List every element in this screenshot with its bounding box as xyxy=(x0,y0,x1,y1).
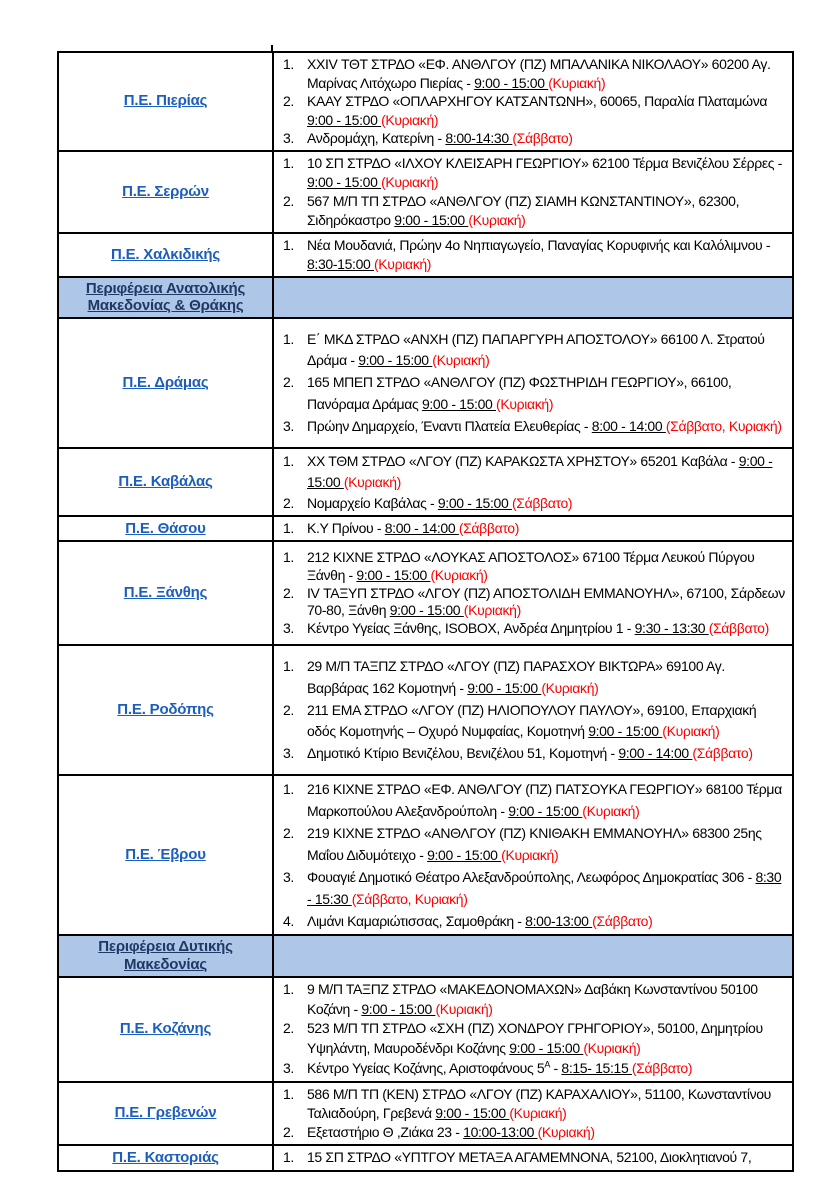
item-number: 2. xyxy=(283,374,294,391)
site-text-segment: Νομαρχείο Καβάλας - xyxy=(307,494,438,511)
site-text-segment: - xyxy=(549,1060,562,1077)
sites-list xyxy=(274,1083,792,1144)
site-item xyxy=(283,1148,790,1167)
site-text-segment: IV ΤΑΞΥΠ ΣΤΡΔΟ «ΛΓΟΥ (ΠΖ) ΑΠΟΣΤΟΛΙΔΗ ΕΜΜΑΝΟΥΗΛ», 67100, Σάρδεων 70-80, Ξάνθη xyxy=(307,584,785,619)
site-item xyxy=(283,1019,790,1059)
region-cell xyxy=(58,516,273,541)
site-text-segment: Ε΄ ΜΚΔ ΣΤΡΔΟ «ΑΝΧΗ (ΠΖ) ΠΑΠΑΡΓΥΡΗ ΑΠΟΣΤΟΛΟΥ» 66100 Λ. Στρατού Δράμα - xyxy=(307,330,765,369)
region-cell xyxy=(58,318,273,448)
table-row xyxy=(58,1082,793,1145)
time-range: 9:00 - 15:00 xyxy=(427,847,502,864)
site-item xyxy=(283,416,790,438)
site-text-segment: 219 ΚΙΧΝΕ ΣΤΡΔΟ «ΑΝΘΛΓΟΥ (ΠΖ) ΚΝΙΘΑΚΗ ΕΜΜΑΝΟΥΗΛ» 68300 25ης Μαΐου Διδυμότειχο - xyxy=(307,825,762,864)
day-label: (Σάββατο, Κυριακή) xyxy=(665,417,782,434)
item-number: 2. xyxy=(283,1020,294,1037)
day-label: (Κυριακή) xyxy=(430,567,488,583)
site-text-segment: 212 ΚΙΧΝΕ ΣΤΡΔΟ «ΛΟΥΚΑΣ ΑΠΟΣΤΟΛΟΣ» 67100 Τέρμα Λευκού Πύργου Ξάνθη - xyxy=(307,549,755,583)
time-range: 9:00 - 15:00 xyxy=(421,395,497,412)
site-text-segment: 15 ΣΠ ΣΤΡΔΟ «ΥΠΤΓΟΥ ΜΕΤΑΞΑ ΑΓΑΜΕΜΝΟΝΑ, 52100, Διοκλητιανού 7, xyxy=(307,1149,752,1166)
time-range: 9:00 - 15:00 xyxy=(307,173,382,190)
region-cell xyxy=(58,448,273,516)
sites-cell xyxy=(273,1145,793,1171)
site-text-segment: Κέντρο Υγείας Ξάνθης, ISOBOX, Ανδρέα Δημητρίου 1 - xyxy=(307,619,635,636)
site-text xyxy=(307,866,790,910)
region-cell xyxy=(58,977,273,1082)
day-label: (Κυριακή) xyxy=(343,473,401,490)
site-text xyxy=(307,154,790,192)
time-range: 8:15- 15:15 xyxy=(561,1060,632,1077)
site-text xyxy=(307,129,790,148)
sites-cell xyxy=(273,541,793,645)
site-item xyxy=(283,236,790,274)
site-text xyxy=(307,519,790,538)
day-label: (Σάββατο) xyxy=(692,744,753,761)
time-range: 9:00 - 15:00 xyxy=(474,74,549,91)
day-label: (Κυριακή) xyxy=(537,1123,595,1140)
sites-list xyxy=(274,449,792,515)
site-text xyxy=(307,822,790,866)
time-range: 9:00 - 15:00 xyxy=(467,680,542,696)
site-text xyxy=(307,1085,790,1123)
sites-list xyxy=(274,776,792,934)
item-number: 2. xyxy=(283,1123,294,1140)
day-label: (Κυριακή) xyxy=(468,211,526,228)
site-text-segment: 29 Μ/Π ΤΑΞΠΖ ΣΤΡΔΟ «ΛΓΟΥ (ΠΖ) ΠΑΡΑΣΧΟΥ ΒΙΚΤΩΡΑ» 69100 Αγ. Βαρβάρας 162 Κομοτηνή - xyxy=(307,658,725,696)
item-number: 1. xyxy=(283,56,294,72)
region-link[interactable]: Π.Ε. Κοζάνης xyxy=(119,1020,212,1038)
site-text-segment: XXIV ΤΘΤ ΣΤΡΔΟ «ΕΦ. ΑΝΘΛΓΟΥ (ΠΖ) ΜΠΑΛΑΝΙΚΑ ΝΙΚΟΛΑΟΥ» 60200 Αγ. Μαρίνας Λιτόχωρο Πιερίας - xyxy=(307,56,771,91)
site-text-segment: 211 ΕΜΑ ΣΤΡΔΟ «ΛΓΟΥ (ΠΖ) ΗΛΙΟΠΟΥΛΟΥ ΠΑΥΛΟΥ», 69100, Επαρχιακή οδός Κομοτηνής – Οχυρό Νυμφαίας, Κομοτηνή xyxy=(307,701,757,740)
day-label: (Κυριακή) xyxy=(496,395,554,412)
day-label: (Κυριακή) xyxy=(582,803,640,820)
sites-list xyxy=(274,234,792,276)
time-range: 9:00 - 15:00 xyxy=(509,1040,584,1057)
site-text xyxy=(307,656,790,699)
region-link[interactable]: Π.Ε. Χαλκιδικής xyxy=(110,245,221,263)
section-empty-cell xyxy=(273,935,793,977)
table-row xyxy=(58,318,793,448)
site-text-segment: 586 Μ/Π ΤΠ (ΚΕΝ) ΣΤΡΔΟ «ΛΓΟΥ (ΠΖ) ΚΑΡΑΧΑΛΙΟΥ», 51100, Κωνσταντίνου Ταλιαδούρη, Γρεβενά xyxy=(307,1085,771,1121)
site-item xyxy=(283,700,790,743)
sites-list xyxy=(274,53,792,150)
time-range: 9:00 - 15:00 xyxy=(588,723,663,740)
time-range: 8:30-15:00 xyxy=(307,255,374,272)
day-label: (Κυριακή) xyxy=(381,111,439,128)
site-item xyxy=(283,493,790,514)
item-number: 2. xyxy=(283,584,294,601)
table-row xyxy=(58,977,793,1082)
site-item xyxy=(283,656,790,699)
section-empty-cell xyxy=(273,277,793,319)
item-number: 1. xyxy=(283,453,294,469)
time-range: 9:00 - 15:00 xyxy=(435,1104,510,1121)
site-text xyxy=(307,372,790,416)
site-item xyxy=(283,1123,790,1142)
item-number: 1. xyxy=(283,330,294,347)
day-label: (Κυριακή) xyxy=(509,1104,567,1121)
site-text xyxy=(307,451,790,493)
site-text xyxy=(307,700,790,743)
sites-cell xyxy=(273,1082,793,1145)
item-number: 1. xyxy=(283,520,294,537)
table-row xyxy=(58,1145,793,1171)
site-item xyxy=(283,866,790,910)
site-text xyxy=(307,55,790,92)
site-text-segment: Νέα Μουδανιά, Πρώην 4ο Νηπιαγωγείο, Παναγίας Κορυφινής και Καλόλιμνου - xyxy=(307,236,771,253)
site-text xyxy=(307,1123,790,1142)
site-text-segment: Λιμάνι Καμαριώτισσας, Σαμοθράκη - xyxy=(307,913,526,930)
table-row xyxy=(58,541,793,645)
day-label: (Κυριακή) xyxy=(541,680,599,696)
time-range: 8:30 - 15:30 xyxy=(307,869,782,908)
site-text xyxy=(307,980,790,1020)
time-range: 9:00 - 15:00 xyxy=(358,352,433,369)
time-range: 9:00 - 14:00 xyxy=(618,744,693,761)
table-row xyxy=(58,233,793,277)
region-link[interactable]: Π.Ε. Ξάνθης xyxy=(123,584,208,602)
sites-cell xyxy=(273,52,793,151)
site-text xyxy=(307,743,790,765)
site-text xyxy=(307,1059,790,1079)
site-text xyxy=(307,416,790,438)
section-row xyxy=(58,277,793,319)
time-range: 9:30 - 13:30 xyxy=(634,619,709,636)
site-text-segment: Κέντρο Υγείας Κοζάνης, Αριστοφάνους 5 xyxy=(307,1060,545,1077)
site-text xyxy=(307,585,790,620)
item-number: 4. xyxy=(283,913,294,930)
table-row xyxy=(58,448,793,516)
time-range: 9:00 - 15:00 xyxy=(356,567,431,583)
region-link[interactable]: Π.Ε. Δράμας xyxy=(122,374,209,391)
table-row xyxy=(58,516,793,541)
item-number: 3. xyxy=(283,744,294,761)
day-label: (Κυριακή) xyxy=(435,1000,493,1017)
section-label-cell xyxy=(58,935,273,977)
item-number: 1. xyxy=(283,1085,294,1102)
site-text-segment: 523 Μ/Π ΤΠ ΣΤΡΔΟ «ΣΧΗ (ΠΖ) ΧΟΝΔΡΟΥ ΓΡΗΓΟΡΙΟΥ», 50100, Δημητρίου Υψηλάντη, Μαυροδένδρι Κοζάνης xyxy=(307,1020,763,1057)
site-text xyxy=(307,236,790,274)
region-cell xyxy=(58,1082,273,1145)
section-header: Περιφέρεια Ανατολικής Μακεδονίας & Θράκης xyxy=(85,279,246,314)
site-text xyxy=(307,549,790,584)
time-range: 9:00 - 15:00 xyxy=(508,803,583,820)
day-label: (Σάββατο) xyxy=(708,619,769,636)
table-row xyxy=(58,151,793,233)
item-number: 1. xyxy=(283,1149,294,1166)
day-label: (Κυριακή) xyxy=(501,847,559,864)
site-text-segment: Κ.Υ Πρίνου - xyxy=(307,520,385,537)
sites-list xyxy=(274,517,792,540)
site-text-segment: Εξεταστήριο Θ ,Ζιάκα 23 - xyxy=(307,1123,464,1140)
site-text-segment: ΧΧ ΤΘΜ ΣΤΡΔΟ «ΛΓΟΥ (ΠΖ) ΚΑΡΑΚΩΣΤΑ ΧΡΗΣΤΟΥ» 65201 Καβάλα - xyxy=(307,453,739,469)
site-text-segment: ΚΑΑΥ ΣΤΡΔΟ «ΟΠΛΑΡΧΗΓΟΥ ΚΑΤΣΑΝΤΩΝΗ», 60065, Παραλία Πλαταμώνα xyxy=(307,93,768,109)
section-header: Περιφέρεια Δυτικής Μακεδονίας xyxy=(98,938,233,973)
item-number: 2. xyxy=(283,825,294,842)
sites-cell xyxy=(273,318,793,448)
site-item xyxy=(283,329,790,373)
item-number: 1. xyxy=(283,549,294,566)
sites-cell xyxy=(273,516,793,541)
site-item xyxy=(283,154,790,192)
day-label: (Σάββατο, Κυριακή) xyxy=(351,891,468,908)
site-item xyxy=(283,1059,790,1079)
site-text xyxy=(307,192,790,230)
sites-cell xyxy=(273,775,793,935)
site-item xyxy=(283,620,790,638)
day-label: (Σάββατο) xyxy=(512,130,573,146)
region-link[interactable]: Π.Ε. Γρεβενών xyxy=(114,1104,217,1122)
site-text xyxy=(307,329,790,373)
time-range: 9:00 - 15:00 xyxy=(361,1000,436,1017)
item-number: 1. xyxy=(283,980,294,997)
sites-list xyxy=(274,1146,792,1169)
site-item xyxy=(283,822,790,866)
site-item xyxy=(283,519,790,538)
day-label: (Κυριακή) xyxy=(662,723,720,740)
region-cell xyxy=(58,775,273,935)
item-number: 1. xyxy=(283,154,294,171)
site-text-segment: 9 Μ/Π ΤΑΞΠΖ ΣΤΡΔΟ «ΜΑΚΕΔΟΝΟΜΑΧΩΝ» Δαβάκη Κωνσταντίνου 50100 Κοζάνη - xyxy=(307,980,758,1017)
day-label: (Κυριακή) xyxy=(432,352,490,369)
sites-cell xyxy=(273,151,793,233)
table-row xyxy=(58,645,793,775)
site-item xyxy=(283,1085,790,1123)
item-number: 3. xyxy=(283,130,294,146)
time-range: 8:00 - 14:00 xyxy=(591,417,666,434)
region-link[interactable]: Π.Ε. Ροδόπης xyxy=(117,701,214,719)
sites-list xyxy=(274,978,792,1081)
region-link[interactable]: Π.Ε. Καβάλας xyxy=(118,473,213,491)
site-item xyxy=(283,192,790,230)
item-number: 2. xyxy=(283,93,294,109)
item-number: 3. xyxy=(283,869,294,886)
site-text-segment: 567 Μ/Π ΤΠ ΣΤΡΔΟ «ΑΝΘΛΓΟΥ (ΠΖ) ΣΙΑΜΗ ΚΩΝΣΤΑΝΤΙΝΟΥ», 62300, Σιδηρόκαστρο xyxy=(307,192,740,228)
day-label: (Κυριακή) xyxy=(463,602,521,619)
item-number: 3. xyxy=(283,1060,294,1077)
item-number: 2. xyxy=(283,494,294,511)
sites-cell xyxy=(273,977,793,1082)
time-range: 9:00 - 15:00 xyxy=(437,494,512,511)
section-row xyxy=(58,935,793,977)
sites-list xyxy=(274,547,792,639)
site-text xyxy=(307,493,790,514)
item-number: 1. xyxy=(283,658,294,675)
site-text-segment: 10 ΣΠ ΣΤΡΔΟ «ΙΛΧΟΥ ΚΛΕΙΣΑΡΗ ΓΕΩΡΓΙΟΥ» 62100 Τέρμα Βενιζέλου Σέρρες - xyxy=(307,154,783,171)
item-number: 1. xyxy=(283,781,294,798)
section-label-cell xyxy=(58,277,273,319)
item-number: 3. xyxy=(283,417,294,434)
region-cell xyxy=(58,645,273,775)
region-cell xyxy=(58,1145,273,1171)
day-label: (Κυριακή) xyxy=(381,173,439,190)
sites-cell xyxy=(273,645,793,775)
site-item xyxy=(283,980,790,1020)
site-item xyxy=(283,372,790,416)
site-text xyxy=(307,778,790,822)
vaccination-sites-table xyxy=(57,51,794,1172)
superscript-text: Α xyxy=(544,1059,550,1070)
time-range: 9:00 - 15:00 xyxy=(307,111,382,128)
site-item xyxy=(283,743,790,765)
time-range: 9:00 - 15:00 xyxy=(389,602,464,619)
site-item xyxy=(283,910,790,932)
site-text-segment: Πρώην Δημαρχείο, Έναντι Πλατεία Ελευθερίας - xyxy=(307,417,592,434)
site-text-segment: Φουαγιέ Δημοτικό Θέατρο Αλεξανδρούπολης, Λεωφόρος Δημοκρατίας 306 - xyxy=(307,869,756,886)
site-text-segment: Δημοτικό Κτίριο Βενιζέλου, Βενιζέλου 51, Κομοτηνή - xyxy=(307,744,619,761)
site-item xyxy=(283,92,790,129)
site-text xyxy=(307,620,790,638)
site-item xyxy=(283,549,790,584)
time-range: 8:00-14:30 xyxy=(445,130,513,146)
site-item xyxy=(283,585,790,620)
day-label: (Σάββατο) xyxy=(631,1060,693,1077)
sites-list xyxy=(274,654,792,766)
region-link[interactable]: Π.Ε. Έβρου xyxy=(125,846,206,864)
site-text-segment: 165 ΜΠΕΠ ΣΤΡΔΟ «ΑΝΘΛΓΟΥ (ΠΖ) ΦΩΣΤΗΡΙΔΗ ΓΕΩΡΓΙΟΥ», 66100, Πανόραμα Δράμας xyxy=(307,374,732,412)
site-text xyxy=(307,1148,790,1167)
table-row xyxy=(58,52,793,151)
region-cell xyxy=(58,52,273,151)
sites-list xyxy=(274,327,792,440)
item-number: 1. xyxy=(283,236,294,253)
time-range: 10:00-13:00 xyxy=(463,1123,538,1140)
time-range: 9:00 - 15:00 xyxy=(307,453,773,490)
region-link[interactable]: Π.Ε. Καστοριάς xyxy=(112,1148,219,1166)
site-item xyxy=(283,55,790,92)
sites-cell xyxy=(273,233,793,277)
region-cell xyxy=(58,151,273,233)
day-label: (Κυριακή) xyxy=(583,1040,641,1057)
table-row xyxy=(58,775,793,935)
site-item xyxy=(283,778,790,822)
site-text xyxy=(307,92,790,129)
item-number: 3. xyxy=(283,619,294,636)
site-item xyxy=(283,451,790,493)
sites-cell xyxy=(273,448,793,516)
day-label: (Σάββατο) xyxy=(458,520,520,537)
item-number: 2. xyxy=(283,701,294,718)
table-body xyxy=(58,52,793,1171)
site-text-segment: 216 ΚΙΧΝΕ ΣΤΡΔΟ «ΕΦ. ΑΝΘΛΓΟΥ (ΠΖ) ΠΑΤΣΟΥΚΑ ΓΕΩΡΓΙΟΥ» 68100 Τέρμα Μαρκοπούλου Αλεξανδρούπολη - xyxy=(307,781,782,820)
site-text xyxy=(307,910,790,932)
day-label: (Σάββατο) xyxy=(511,494,573,511)
region-cell xyxy=(58,233,273,277)
region-cell xyxy=(58,541,273,645)
site-text-segment: Ανδρομάχη, Κατερίνη - xyxy=(307,130,446,146)
time-range: 8:00 - 14:00 xyxy=(384,520,459,537)
time-range: 8:00-13:00 xyxy=(525,913,593,930)
site-text xyxy=(307,1019,790,1059)
item-number: 2. xyxy=(283,192,294,209)
sites-list xyxy=(274,152,792,232)
day-label: (Κυριακή) xyxy=(373,255,432,272)
day-label: (Κυριακή) xyxy=(548,74,606,91)
day-label: (Σάββατο) xyxy=(592,913,653,930)
region-link[interactable]: Π.Ε. Πιερίας xyxy=(123,92,208,110)
time-range: 9:00 - 15:00 xyxy=(394,211,469,228)
region-link[interactable]: Π.Ε. Θάσου xyxy=(125,519,206,537)
region-link[interactable]: Π.Ε. Σερρών xyxy=(122,182,209,200)
site-item xyxy=(283,129,790,148)
